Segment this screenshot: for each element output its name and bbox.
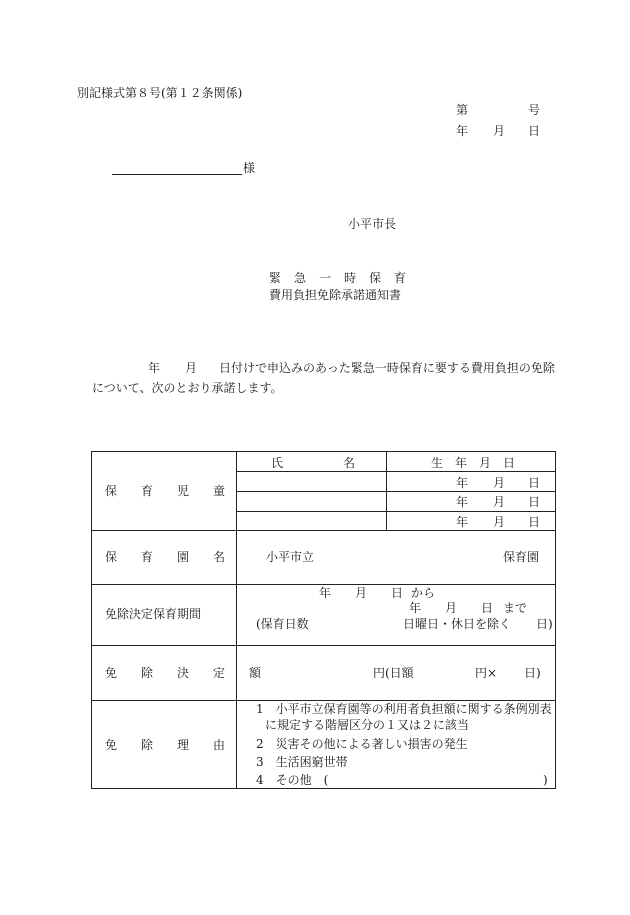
body-line-1: 日付けで申込みのあった緊急一時保育に要する費用負担の免除: [219, 361, 555, 375]
reason-item-2: 2 災害その他による著しい損害の発生: [256, 737, 468, 751]
dob-year: 年: [456, 515, 469, 529]
reason-item-4-close: ): [543, 773, 548, 787]
table-row-divider: [92, 645, 555, 646]
number-label: 第: [456, 103, 469, 117]
reason-item-1: 1 小平市立保育園等の利用者負担額に関する条例別表: [256, 702, 552, 716]
dob-day: 日: [528, 515, 541, 529]
body-line-2: について、次のとおり承諾します。: [92, 381, 283, 395]
days-middle: 日曜日・休日を除く: [403, 617, 512, 631]
children-label: 保 育 児 童: [105, 484, 226, 498]
table-row-divider: [92, 530, 555, 531]
children-row-divider: [237, 491, 555, 492]
dob-month: 月: [493, 515, 506, 529]
title-line-1: 緊 急 一 時 保 育: [269, 271, 407, 285]
amount-yen: 円(日額: [373, 666, 414, 680]
title-line-2: 費用負担免除承諾通知書: [269, 288, 402, 302]
table-row-divider: [92, 700, 555, 701]
amount-days: 日): [524, 666, 541, 680]
days-prefix: (保育日数: [256, 617, 309, 631]
dob-month: 月: [493, 495, 506, 509]
name-header: 氏 名: [271, 456, 356, 470]
header-year: 年: [456, 124, 469, 138]
to-month: 月: [445, 601, 458, 615]
from-day: 日: [391, 586, 404, 600]
to-day: 日: [481, 601, 494, 615]
dob-day: 日: [528, 476, 541, 490]
table-row-divider: [92, 584, 555, 585]
header-month: 月: [493, 124, 506, 138]
reason-item-4: 4 その他 (: [256, 773, 329, 787]
nursery-suffix: 保育園: [503, 550, 540, 564]
amount-yen-times: 円×: [475, 666, 498, 680]
reason-item-3: 3 生活困窮世帯: [256, 755, 348, 769]
dob-day: 日: [528, 495, 541, 509]
issuer: 小平市長: [348, 217, 397, 231]
from-month: 月: [355, 586, 368, 600]
table-col-divider: [236, 452, 237, 788]
reason-label: 免 除 理 由: [105, 738, 226, 752]
to-year: 年: [409, 601, 422, 615]
period-label: 免除決定保育期間: [105, 607, 202, 621]
addressee-suffix: 様: [243, 161, 256, 175]
dob-year: 年: [456, 476, 469, 490]
dob-month: 月: [493, 476, 506, 490]
to-suffix: まで: [503, 601, 528, 615]
nursery-prefix: 小平市立: [266, 550, 315, 564]
number-suffix: 号: [528, 103, 541, 117]
body-year: 年: [148, 361, 161, 375]
body-month: 月: [185, 361, 198, 375]
addressee-line: [112, 174, 242, 175]
form-id: 別記様式第８号(第１２条関係): [77, 86, 243, 100]
days-suffix: 日): [536, 617, 553, 631]
children-row-divider: [237, 471, 555, 472]
children-row-divider: [237, 511, 555, 512]
amount-label: 免 除 決 定 額: [105, 666, 262, 680]
nursery-label: 保 育 園 名: [105, 550, 226, 564]
from-suffix: から: [411, 586, 436, 600]
from-year: 年: [319, 586, 332, 600]
reason-item-1-cont: に規定する階層区分の１又は２に該当: [265, 718, 470, 732]
dob-year: 年: [456, 495, 469, 509]
dob-header: 生 年 月 日: [431, 456, 516, 470]
header-day: 日: [528, 124, 541, 138]
